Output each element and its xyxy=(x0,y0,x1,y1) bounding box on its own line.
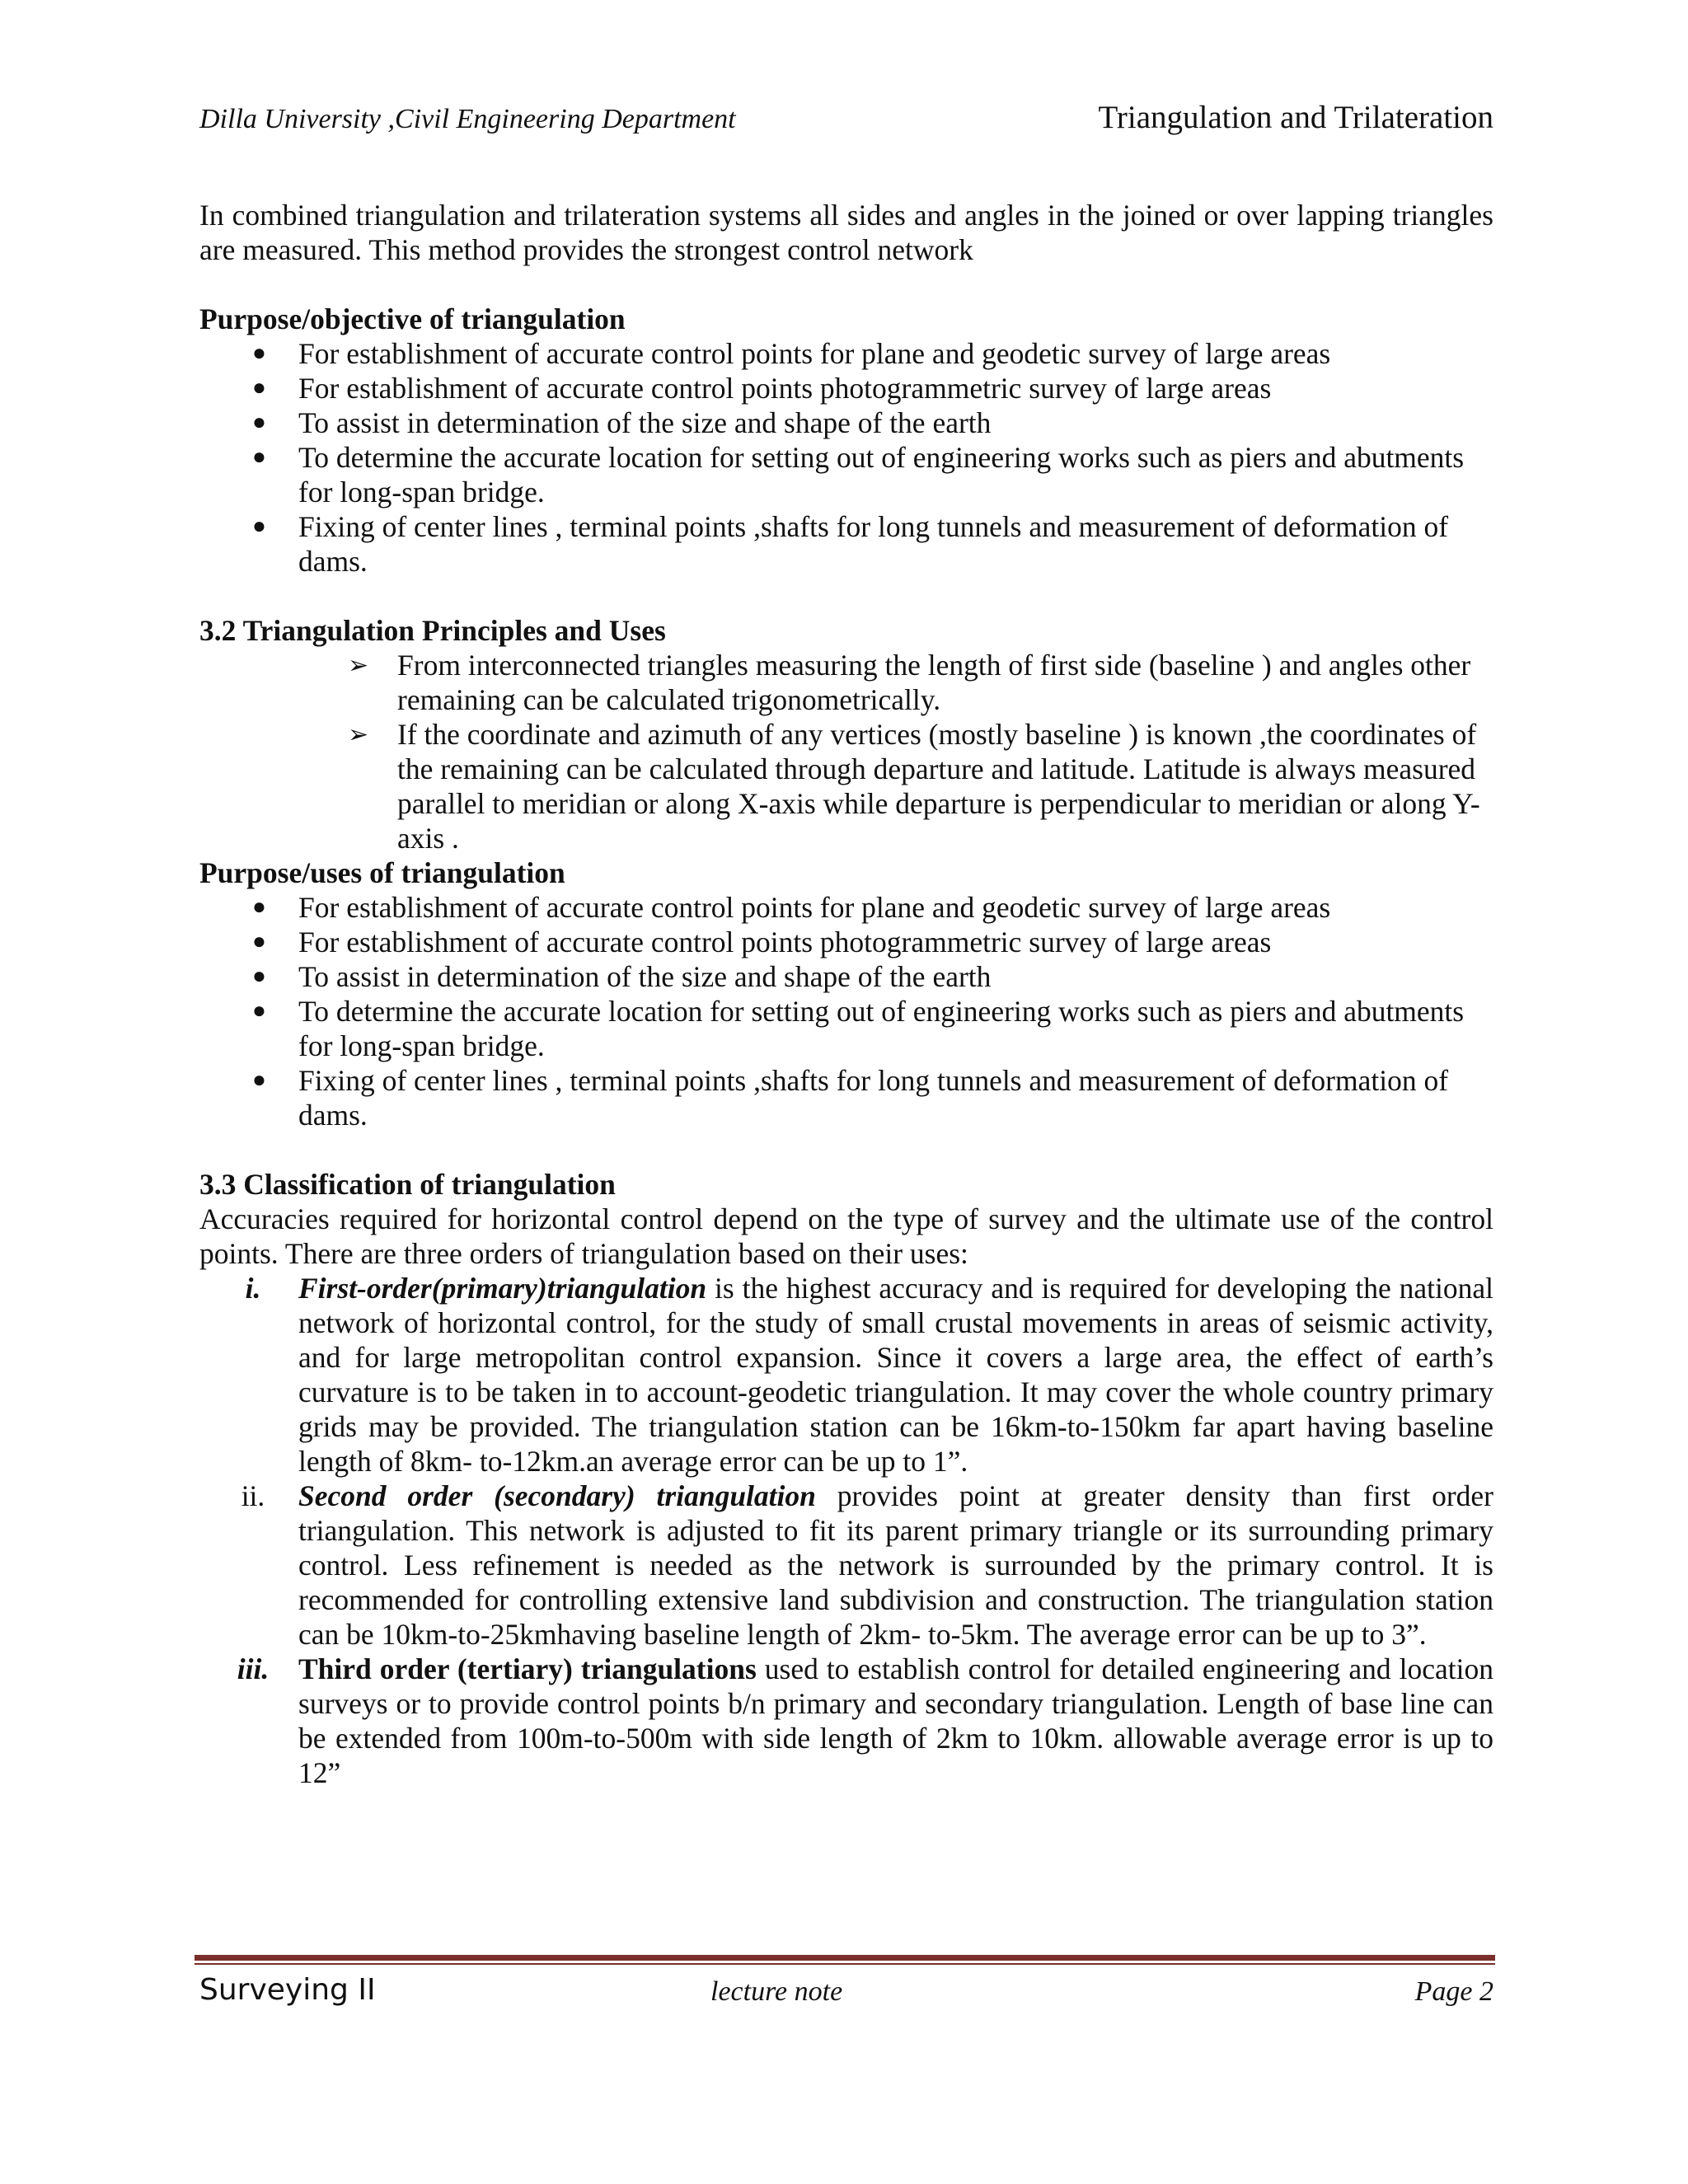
bullet-icon: ● xyxy=(252,1067,266,1093)
list-item-text: For establishment of accurate control points photogrammetric survey of large areas xyxy=(298,372,1272,405)
arrow-bullet-icon: ➢ xyxy=(348,652,369,679)
bullet-icon: ● xyxy=(252,894,266,920)
order-term: Third order (tertiary) triangulations xyxy=(298,1652,757,1685)
intro-paragraph: In combined triangulation and trilateration systems all sides and angles in the joined or over lapping triangles are measured. This method provides the strongest control network xyxy=(199,199,1493,266)
purpose-uses-heading: Purpose/uses of triangulation xyxy=(199,856,565,889)
list-item xyxy=(199,509,1493,579)
list-item xyxy=(199,405,1493,440)
list-item xyxy=(199,371,1493,405)
list-item xyxy=(199,440,1493,509)
section-3-2-heading: 3.2 Triangulation Principles and Uses xyxy=(199,614,666,647)
purpose-uses-list xyxy=(199,890,1493,1132)
section-3-3-heading: 3.3 Classification of triangulation xyxy=(199,1168,616,1201)
header-institution: Dilla University ,Civil Engineering Department xyxy=(199,104,736,134)
page-body xyxy=(199,198,1493,1790)
list-item-text: From interconnected triangles measuring the length of first side (baseline ) and angles other remaining can be calculated trigonometrically. xyxy=(397,649,1471,716)
bullet-icon: ● xyxy=(252,963,266,989)
header-title: Triangulation and Trilateration xyxy=(1098,100,1493,135)
footer-divider-thin xyxy=(195,1963,1495,1965)
list-item-text: For establishment of accurate control points for plane and geodetic survey of large areas xyxy=(298,891,1331,924)
arrow-bullet-icon: ➢ xyxy=(348,721,369,748)
list-item xyxy=(199,1652,1493,1790)
list-item xyxy=(199,1063,1493,1132)
footer-divider xyxy=(195,1955,1495,1961)
bullet-icon: ● xyxy=(252,929,266,954)
list-item xyxy=(199,925,1493,959)
list-item xyxy=(199,959,1493,994)
bullet-icon: ● xyxy=(252,340,266,366)
order-term: First-order(primary)triangulation xyxy=(298,1272,707,1305)
bullet-icon: ● xyxy=(252,998,266,1024)
classification-intro: Accuracies required for horizontal control depend on the type of survey and the ultimate use of the control points. There are three orders of triangulation based on their uses: xyxy=(199,1202,1493,1270)
purpose-objective-list xyxy=(199,336,1493,579)
bullet-icon: ● xyxy=(252,444,266,470)
order-number: iii. xyxy=(237,1652,270,1685)
list-item xyxy=(199,717,1493,855)
list-item xyxy=(199,994,1493,1063)
list-item-text: To determine the accurate location for setting out of engineering works such as piers and abutments for long-span bridge. xyxy=(298,995,1465,1062)
list-item xyxy=(199,1479,1493,1652)
bullet-icon: ● xyxy=(252,513,266,539)
list-item-text: For establishment of accurate control points photogrammetric survey of large areas xyxy=(298,926,1272,958)
order-term: Second order (secondary) triangulation xyxy=(298,1479,816,1512)
order-number: i. xyxy=(245,1272,261,1305)
list-item-text: To assist in determination of the size and shape of the earth xyxy=(298,960,992,993)
order-text: is the highest accuracy and is required for developing the national network of horizontal control, for the study of small crustal movements in areas of seismic activity, and for large metropolitan control expansion. Since it covers a large area, the effect of earth’s curvature is to be taken in to account-geodetic triangulation. It may cover the whole country primary grids may be provided. The triangulation station can be 16km-to-150km far apart having baseline length of 8km- to-12km.an average error can be up to 1”. xyxy=(298,1272,1493,1478)
list-item xyxy=(199,648,1493,717)
footer-note-type: lecture note xyxy=(710,1976,843,2007)
order-number: ii. xyxy=(241,1479,265,1512)
list-item-text: If the coordinate and azimuth of any vertices (mostly baseline ) is known ,the coordinates of the remaining can be calculated through departure and latitude. Latitude is always measured parallel to meridian or along X-axis while departure is perpendicular to meridian or along Y-axis . xyxy=(397,718,1480,855)
list-item-text: To assist in determination of the size and shape of the earth xyxy=(298,406,992,439)
page-number: Page 2 xyxy=(1414,1976,1493,2007)
footer-course: Surveying II xyxy=(199,1973,376,2007)
list-item xyxy=(199,336,1493,371)
order-text: used to establish control for detailed engineering and location surveys or to provide control points b/n primary and secondary triangulation. Length of base line can be extended from 100m-to-500m with side length of 2km to 10km. allowable average error is up to 12” xyxy=(298,1652,1493,1789)
list-item-text: For establishment of accurate control points for plane and geodetic survey of large areas xyxy=(298,337,1331,370)
order-text: provides point at greater density than first order triangulation. This network is adjusted to fit its parent primary triangle or its surrounding primary control. Less refinement is needed as the network is surrounded by the primary control. It is recommended for controlling extensive land subdivision and construction. The triangulation station can be 10km-to-25kmhaving baseline length of 2km- to-5km. The average error can be up to 3”. xyxy=(298,1479,1493,1651)
principles-list xyxy=(199,648,1493,855)
list-item-text: Fixing of center lines , terminal points ,shafts for long tunnels and measurement of deformation of dams. xyxy=(298,1064,1449,1132)
bullet-icon: ● xyxy=(252,410,266,435)
list-item xyxy=(199,1271,1493,1479)
triangulation-orders-list xyxy=(199,1271,1493,1790)
list-item-text: Fixing of center lines , terminal points ,shafts for long tunnels and measurement of deformation of dams. xyxy=(298,510,1449,578)
bullet-icon: ● xyxy=(252,375,266,401)
list-item xyxy=(199,890,1493,925)
purpose-objective-heading: Purpose/objective of triangulation xyxy=(199,302,626,335)
list-item-text: To determine the accurate location for setting out of engineering works such as piers and abutments for long-span bridge. xyxy=(298,441,1465,509)
